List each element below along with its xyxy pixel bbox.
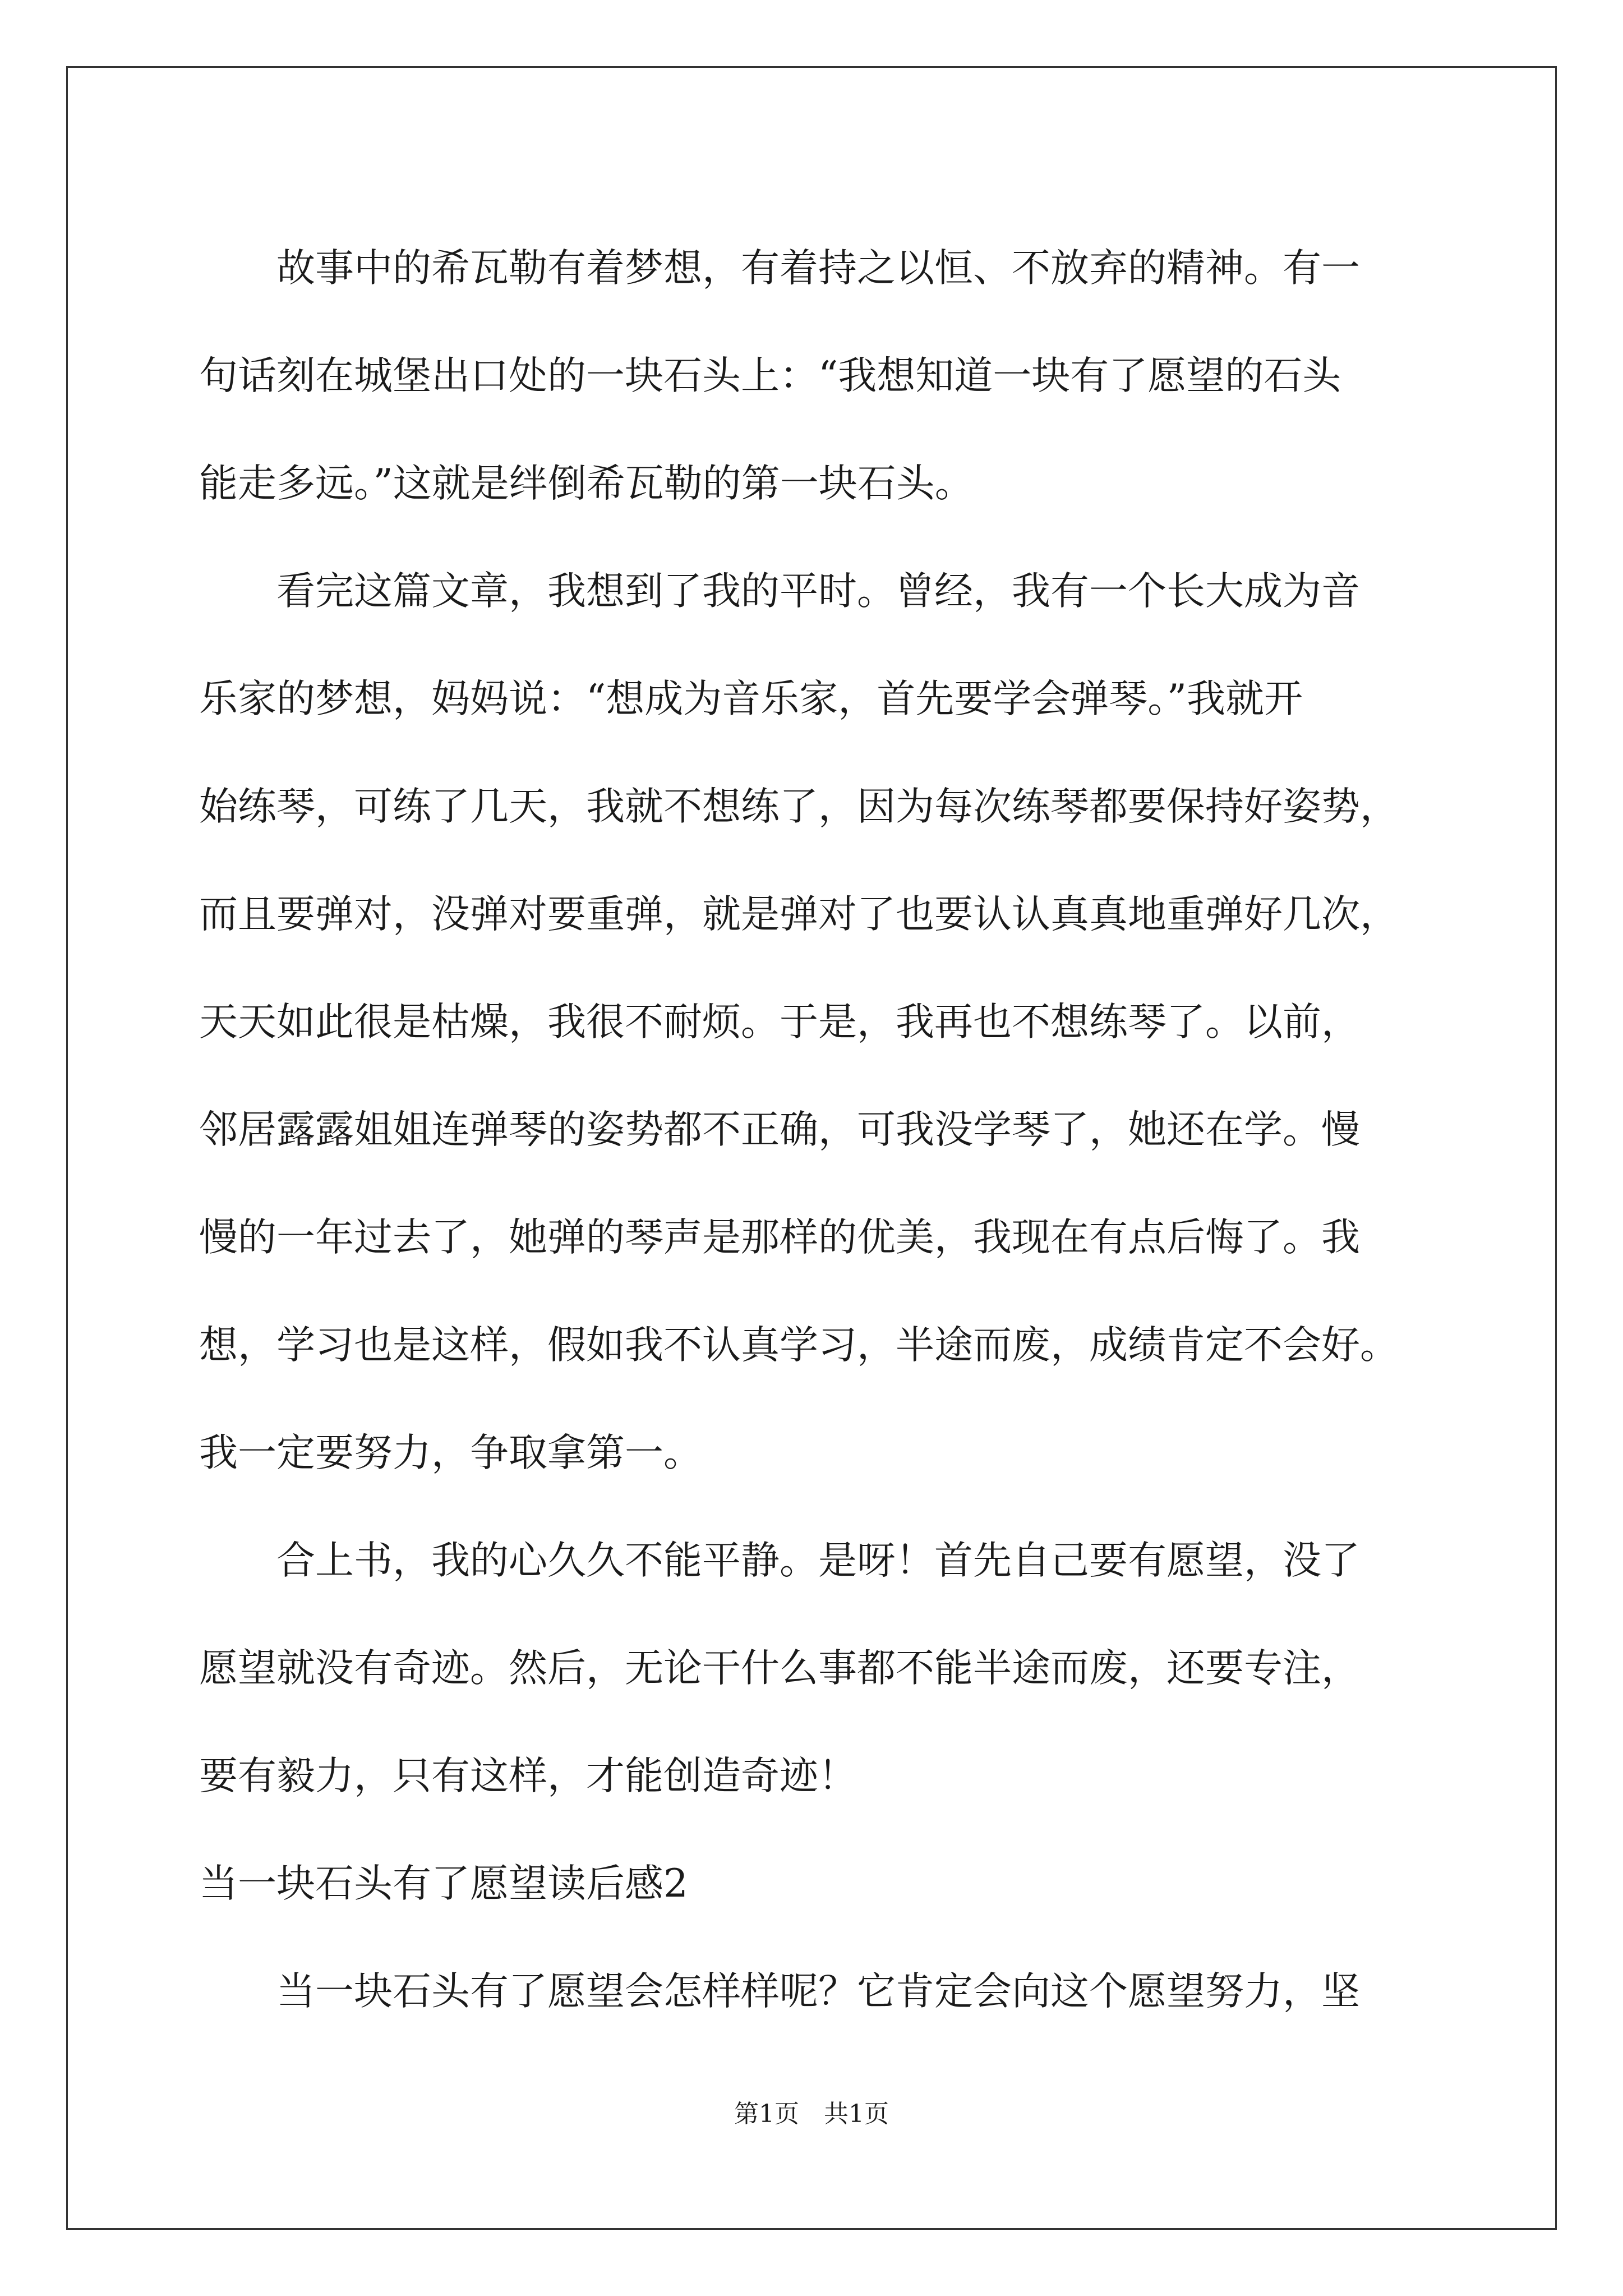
text-line: 愿望就没有奇迹。然后，无论干什么事都不能半途而废，还要专注， (199, 1646, 1360, 1691)
text-line: 要有毅力，只有这样，才能创造奇迹！ (199, 1754, 857, 1798)
text-line: 能走多远。”这就是绊倒希瓦勒的第一块石头。 (199, 461, 974, 506)
document-body (199, 214, 1422, 2045)
text-line: 我一定要努力，争取拿第一。 (199, 1430, 702, 1475)
text-line: 当一块石头有了愿望会怎样样呢？它肯定会向这个愿望努力，坚 (199, 1969, 1360, 2014)
page-footer: 第1页 共1页 (734, 2100, 889, 2128)
text-line: 天天如此很是枯燥，我很不耐烦。于是，我再也不想练琴了。以前， (199, 1000, 1360, 1045)
text-line: 慢的一年过去了，她弹的琴声是那样的优美，我现在有点后悔了。我 (199, 1215, 1360, 1260)
text-line: 乐家的梦想，妈妈说：“想成为音乐家，首先要学会弹琴。”我就开 (199, 677, 1303, 721)
text-line: 合上书，我的心久久不能平静。是呀！首先自己要有愿望，没了 (199, 1538, 1360, 1583)
text-line: 故事中的希瓦勒有着梦想，有着持之以恒、不放弃的精神。有一 (199, 246, 1360, 291)
section-heading: 当一块石头有了愿望读后感2 (199, 1861, 688, 1906)
text-line: 看完这篇文章，我想到了我的平时。曾经，我有一个长大成为音 (199, 569, 1360, 614)
text-line: 邻居露露姐姐连弹琴的姿势都不正确，可我没学琴了，她还在学。慢 (199, 1107, 1360, 1152)
text-line: 想，学习也是这样，假如我不认真学习，半途而废，成绩肯定不会好。 (199, 1323, 1399, 1368)
text-line: 句话刻在城堡出口处的一块石头上：“我想知道一块有了愿望的石头 (199, 353, 1341, 398)
text-line: 而且要弹对，没弹对要重弹，就是弹对了也要认认真真地重弹好几次， (199, 892, 1399, 937)
text-line: 始练琴，可练了几天，我就不想练了，因为每次练琴都要保持好姿势， (199, 784, 1399, 829)
